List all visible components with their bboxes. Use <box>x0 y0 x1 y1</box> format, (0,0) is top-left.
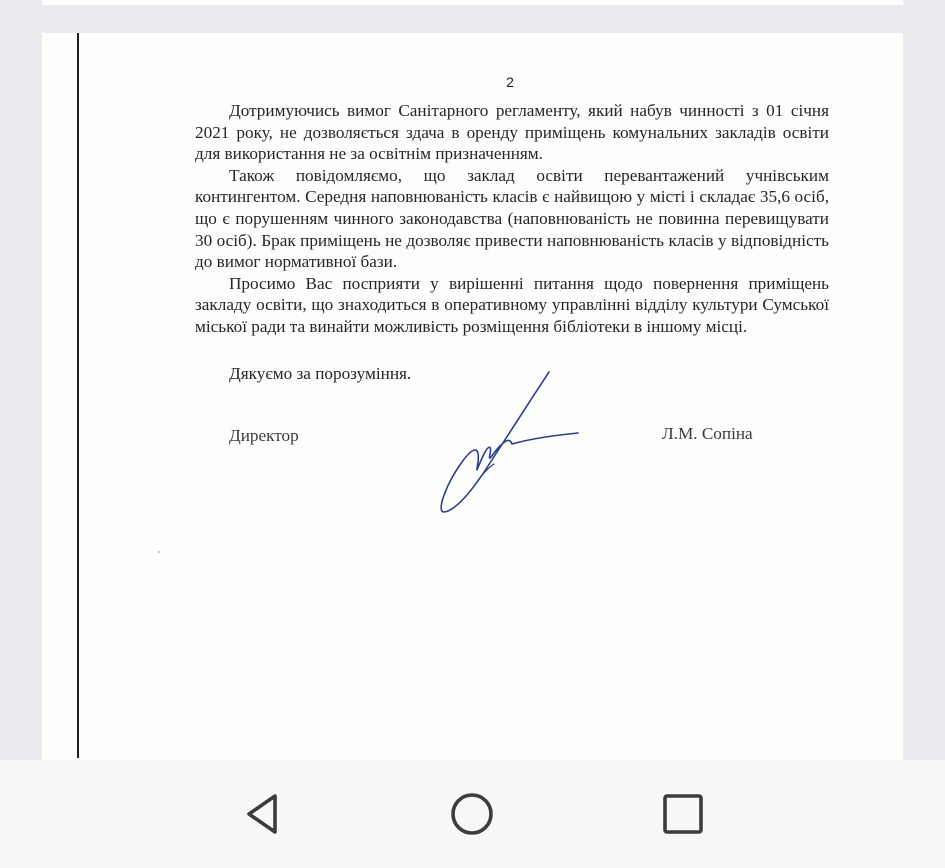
square-recents-icon <box>660 791 706 837</box>
signatory-role: Директор <box>229 426 299 445</box>
signatory-name: Л.М. Сопіна <box>662 424 753 443</box>
handwritten-signature <box>436 366 586 518</box>
home-button[interactable] <box>440 782 504 846</box>
recents-button[interactable] <box>651 782 715 846</box>
page-number: 2 <box>506 74 514 90</box>
paragraph-request: Просимо Вас посприяти у вирішенні питання щодо повернення приміщень закладу освіти, що знаходиться в оперативному управлінні відділу культури Сумської міської ради та винайти можливість розміщення бібліотеки в іншому місці. <box>195 273 829 336</box>
system-navigation-bar <box>0 760 945 868</box>
triangle-back-icon <box>242 790 282 838</box>
letter-body <box>195 100 829 338</box>
back-button[interactable] <box>230 782 294 846</box>
previous-page <box>42 0 903 5</box>
circle-home-icon <box>448 790 496 838</box>
paragraph-overcrowding: Також повідомляємо, що заклад освіти перевантажений учнівським контингентом. Середня наповнюваність класів є найвищою у місті і складає 35,6 осіб, що є порушенням чинного законодавства (наповнюваність не повинна перевищувати 30 осіб). Брак приміщень не дозволяє привести наповнюваність класів у відповідність до вимог нормативної бази. <box>195 165 829 272</box>
page-scan-edge <box>77 33 79 758</box>
closing-line: Дякуємо за порозуміння. <box>229 364 412 383</box>
scan-speck <box>158 551 160 553</box>
paragraph-regulation: Дотримуючись вимог Санітарного регламенту, який набув чинності з 01 січня 2021 року, не дозволяється здача в оренду приміщень комунальних закладів освіти для використання не за освітнім призначенням. <box>195 101 829 164</box>
